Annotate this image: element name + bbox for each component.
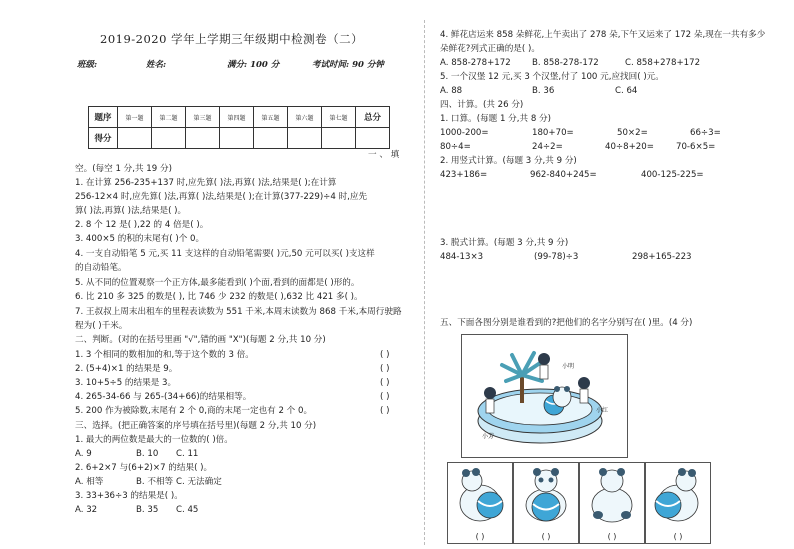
fill-q3: 3. 400×5 的积的末尾有( )个 0。	[75, 234, 205, 244]
exam-title: 2019-2020 学年上学期三年级期中检测卷（二）	[100, 32, 364, 46]
stepwise-item: 484-13×3	[440, 252, 484, 262]
fill-q1-line3: 算( )法,再算( )法,结果是( )。	[75, 206, 187, 216]
score-input-cell[interactable]	[152, 128, 186, 149]
oral-item: 24÷2=	[532, 142, 563, 152]
section1-heading-b: 空。(每空 1 分,共 19 分)	[75, 164, 172, 174]
oral-item: 40÷8+20=	[605, 142, 654, 152]
stepwise-item: 298+165-223	[632, 252, 692, 262]
score-input-cell[interactable]	[254, 128, 288, 149]
judge-q5: 5. 200 作为被除数,末尾有 2 个 0,商的末尾一定也有 2 个 0。	[75, 406, 313, 416]
judge-answer-box[interactable]: ( )	[380, 364, 390, 374]
judge-answer-box[interactable]: ( )	[380, 406, 390, 416]
oral-item: 70-6×5=	[676, 142, 716, 152]
oral-item: 80÷4=	[440, 142, 471, 152]
choice-q3-option-a: A. 32	[75, 505, 98, 515]
choice-q2-option-b: B. 不相等	[136, 477, 174, 487]
score-input-cell[interactable]	[186, 128, 220, 149]
view-card-answer[interactable]: ( )	[541, 532, 551, 541]
name-label: 姓名:	[146, 60, 167, 70]
section2-heading: 二、判断。(对的在括号里画 "√",错的画 "X")(每题 2 分,共 10 分)	[75, 335, 326, 345]
fill-q6: 6. 比 210 多 325 的数是( ), 比 746 少 232 的数是( ),632 比 421 多( )。	[75, 292, 363, 302]
fill-q5: 5. 从不同的位置观察一个正方体,最多能看到( )个面,看到的面都是( )形的。	[75, 278, 360, 288]
choice-q2-option-a: A. 相等	[75, 477, 104, 487]
score-input-cell[interactable]	[356, 128, 390, 149]
score-header-cell: 第三题	[186, 107, 220, 128]
vertical-item: 400-125-225=	[641, 170, 704, 180]
score-input-cell[interactable]	[220, 128, 254, 149]
score-header-cell: 第四题	[220, 107, 254, 128]
choice-q3-option-c: C. 45	[176, 505, 199, 515]
oral-calc-heading: 1. 口算。(每题 1 分,共 8 分)	[440, 114, 551, 124]
choice-q1-option-c: C. 11	[176, 449, 199, 459]
vertical-item: 962-840+245=	[530, 170, 597, 180]
fill-q4-line1: 4. 一支自动铅笔 5 元,买 11 支这样的自动铅笔需要( )元,50 元可以买( )支这样	[75, 249, 375, 259]
view-card-answer[interactable]: ( )	[607, 532, 617, 541]
judge-answer-box[interactable]: ( )	[380, 350, 390, 360]
fill-q7-line2: 程为( )千米。	[75, 321, 128, 331]
choice-q2: 2. 6+2×7 与(6+2)×7 的结果( )。	[75, 463, 213, 473]
choice-q2-option-c: C. 无法确定	[176, 477, 222, 487]
scene-label-xiaoming: 小明	[562, 363, 575, 370]
view-card-3	[579, 462, 645, 544]
choice-q1-option-b: B. 10	[136, 449, 159, 459]
score-input-cell[interactable]	[322, 128, 356, 149]
judge-q3: 3. 10+5÷5 的结果是 3。	[75, 378, 177, 388]
panda-back-view-icon	[580, 463, 644, 527]
vertical-calc-heading: 2. 用竖式计算。(每题 3 分,共 9 分)	[440, 156, 577, 166]
score-header-cell: 第五题	[254, 107, 288, 128]
choice-q5-option-c: C. 64	[615, 86, 638, 96]
panda-with-ball-right-view-icon	[646, 463, 710, 527]
scene-label-xiaohong: 小红	[596, 407, 609, 414]
score-header-cell: 第二题	[152, 107, 186, 128]
score-row-label: 得分	[89, 128, 118, 149]
stepwise-calc-heading: 3. 脱式计算。(每题 3 分,共 9 分)	[440, 238, 569, 248]
section5-heading: 五、下面各图分别是谁看到的?把他们的名字分别写在( )里。(4 分)	[440, 318, 693, 328]
choice-q5-option-b: B. 36	[532, 86, 555, 96]
panda-with-ball-front-view-icon	[514, 463, 578, 527]
choice-q4-line2: 朵鲜花?列式正确的是( )。	[440, 44, 540, 54]
view-card-2	[513, 462, 579, 544]
choice-q4-option-c: C. 858+278+172	[625, 58, 701, 68]
column-divider	[424, 20, 425, 545]
score-header-cell: 第一题	[118, 107, 152, 128]
oral-item: 1000-200=	[440, 128, 489, 138]
section4-heading: 四、计算。(共 26 分)	[440, 100, 524, 110]
oral-item: 180+70=	[532, 128, 574, 138]
fill-q4-line2: 的自动铅笔。	[75, 263, 127, 273]
view-card-answer[interactable]: ( )	[475, 532, 485, 541]
judge-answer-box[interactable]: ( )	[380, 392, 390, 402]
score-table	[88, 106, 390, 149]
choice-q4-option-b: B. 858-278-172	[532, 58, 599, 68]
fill-q2: 2. 8 个 12 是( ),22 的 4 倍是( )。	[75, 220, 209, 230]
choice-q3-option-b: B. 35	[136, 505, 159, 515]
score-header-cell: 第六题	[288, 107, 322, 128]
score-input-cell[interactable]	[288, 128, 322, 149]
full-score-label: 满分: 100 分	[227, 60, 280, 70]
exam-time-label: 考试时间: 90 分钟	[312, 60, 384, 70]
score-table-header-row	[89, 107, 390, 128]
fill-q1-line1: 1. 在计算 256-235+137 时,应先算( )法,再算( )法,结果是( );在计算	[75, 178, 337, 188]
score-input-cell[interactable]	[118, 128, 152, 149]
score-header-total: 总分	[356, 107, 390, 128]
stepwise-item: (99-78)÷3	[534, 252, 579, 262]
judge-q1: 1. 3 个相同的数相加的和,等于这个数的 3 倍。	[75, 350, 254, 360]
judge-q4: 4. 265-34-66 与 265-(34+66)的结果相等。	[75, 392, 252, 402]
view-card-4	[645, 462, 711, 544]
choice-q4-option-a: A. 858-278+172	[440, 58, 511, 68]
class-label: 班级:	[77, 60, 98, 70]
score-header-cell: 题序	[89, 107, 118, 128]
score-table-score-row	[89, 128, 390, 149]
fill-q7-line1: 7. 王叔叔上周末出租车的里程表读数为 551 千米,本周末读数为 868 千米,本周行驶路	[75, 307, 402, 317]
section3-heading: 三、选择。(把正确答案的序号填在括号里)(每题 2 分,共 10 分)	[75, 421, 317, 431]
vertical-item: 423+186=	[440, 170, 488, 180]
choice-q1-option-a: A. 9	[75, 449, 92, 459]
view-card-answer[interactable]: ( )	[673, 532, 683, 541]
scene-label-xiaofang: 小芳	[482, 433, 495, 440]
score-header-cell: 第七题	[322, 107, 356, 128]
oral-item: 50×2=	[617, 128, 648, 138]
choice-q4-line1: 4. 鲜花店运来 858 朵鲜花,上午卖出了 278 朵,下午又运来了 172 朵,现在一共有多少	[440, 30, 766, 40]
panda-with-ball-left-view-icon	[448, 463, 512, 527]
choice-q3: 3. 33+36÷3 的结果是( )。	[75, 491, 183, 501]
observation-scene-illustration	[461, 334, 628, 458]
view-card-1	[447, 462, 513, 544]
section1-heading-a: 一 、 填	[368, 150, 400, 160]
oral-item: 66÷3=	[690, 128, 721, 138]
choice-q5: 5. 一个汉堡 12 元,买 3 个汉堡,付了 100 元,应找回( )元。	[440, 72, 664, 82]
judge-q2: 2. (5+4)×1 的结果是 9。	[75, 364, 178, 374]
choice-q1: 1. 最大的两位数是最大的一位数的( )倍。	[75, 435, 233, 445]
fill-q1-line2: 256-12×4 时,应先算( )法,再算( )法,结果是( );在计算(377-229)÷4 时,应先	[75, 192, 368, 202]
judge-answer-box[interactable]: ( )	[380, 378, 390, 388]
choice-q5-option-a: A. 88	[440, 86, 463, 96]
